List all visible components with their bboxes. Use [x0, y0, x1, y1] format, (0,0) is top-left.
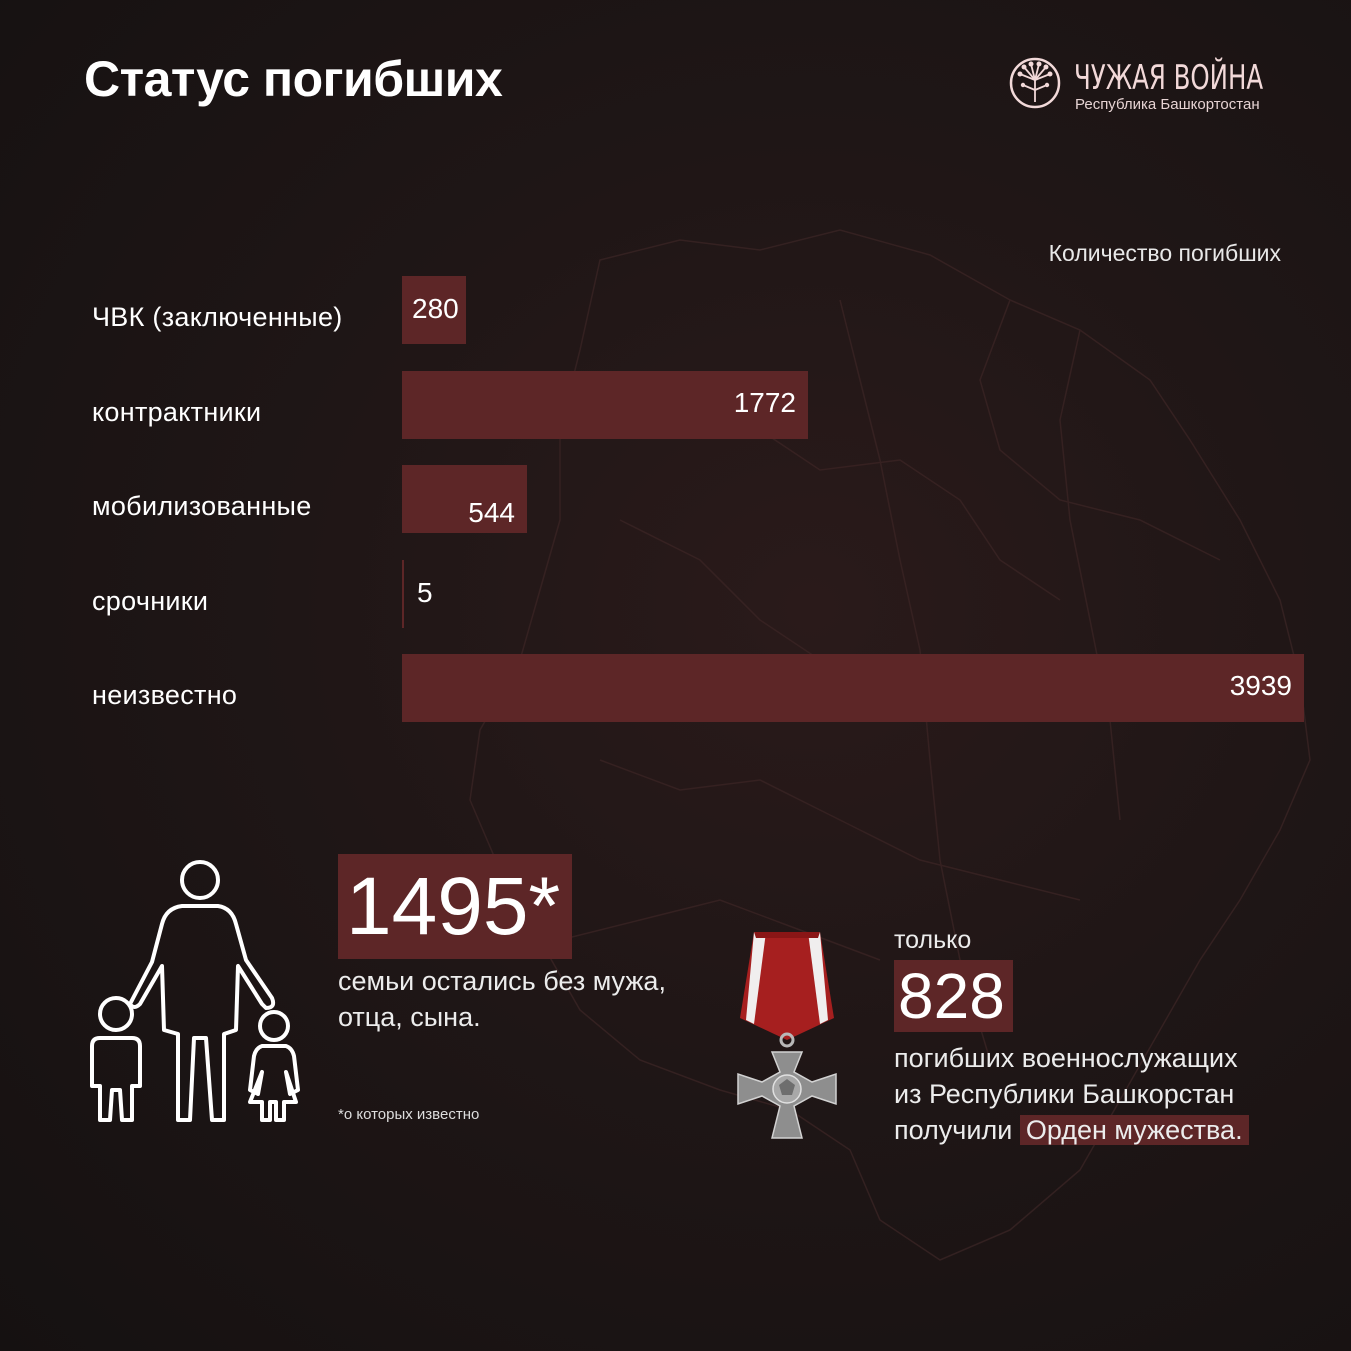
- bar-value-label: 544: [468, 497, 515, 528]
- families-text-line2: отца, сына.: [338, 1002, 481, 1032]
- awards-text-line2: из Республики Башкорстан: [894, 1079, 1235, 1109]
- logo-subtitle: Республика Башкортостан: [1075, 96, 1260, 113]
- bar-value-label: 280: [412, 293, 459, 324]
- footnote: *о которых известно: [338, 1106, 480, 1123]
- category-label: срочники: [92, 585, 209, 616]
- chart-axis-title: Количество погибших: [1048, 240, 1281, 266]
- families-text: [338, 963, 666, 1035]
- awards-only-label: только: [894, 926, 972, 954]
- bar: [402, 654, 1304, 722]
- category-label: неизвестно: [92, 680, 238, 710]
- logo-name: ЧУЖАЯ ВОЙНА: [1074, 58, 1264, 98]
- family-icon: [86, 858, 306, 1128]
- awards-text-line3: [894, 1112, 1249, 1148]
- bar-value-label: 1772: [733, 386, 796, 418]
- awards-text: [894, 1040, 1249, 1148]
- awards-text-prefix: получили: [894, 1115, 1013, 1145]
- page-title: Статус погибших: [84, 51, 503, 107]
- bar-value-label: 3939: [1229, 670, 1292, 701]
- bar-value-label: 5: [417, 576, 433, 608]
- awards-text-line1: погибших военнослужащих: [894, 1043, 1238, 1073]
- category-label: ЧВК (заключенные): [92, 302, 343, 332]
- category-label: контрактники: [92, 396, 262, 427]
- awards-count: 828: [894, 960, 1013, 1032]
- bar: [402, 560, 404, 628]
- families-text-line1: семьи остались без мужа,: [338, 966, 666, 996]
- awards-highlight: Орден мужества.: [1020, 1115, 1249, 1145]
- order-of-courage-icon: [732, 932, 842, 1142]
- families-count: 1495*: [338, 854, 572, 959]
- category-label: мобилизованные: [92, 491, 312, 521]
